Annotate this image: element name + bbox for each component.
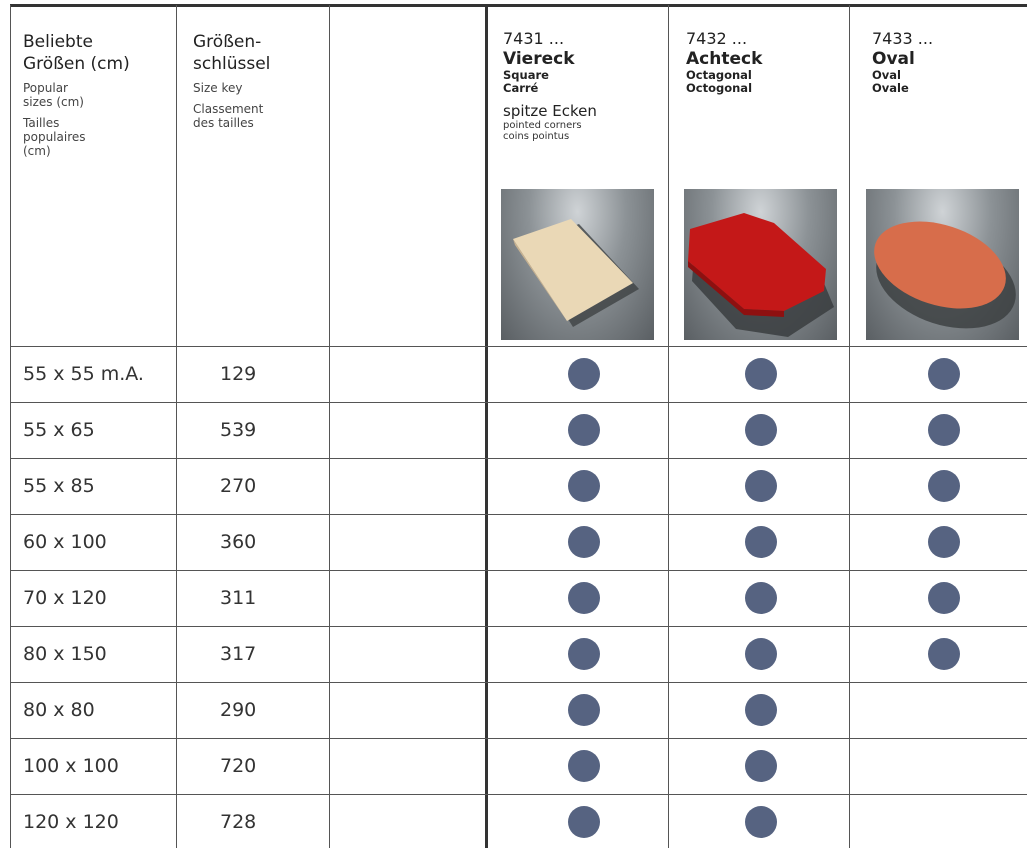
corner-type-en: pointed corners <box>503 120 582 131</box>
header-popular-sizes <box>23 31 173 158</box>
row-divider <box>10 682 1027 683</box>
size-cell: 60 x 100 <box>23 531 107 553</box>
product-name: Viereck <box>503 49 575 69</box>
product-name-en: Oval <box>872 68 901 82</box>
availability-dot <box>568 526 600 558</box>
row-divider <box>10 794 1027 795</box>
col-divider-thick <box>485 5 488 848</box>
product-header-7431 <box>503 29 663 142</box>
availability-dot <box>568 582 600 614</box>
beige-square-bath-mat-image <box>501 189 654 340</box>
availability-dot <box>568 470 600 502</box>
product-name-en: Octagonal <box>686 68 752 82</box>
product-name: Achteck <box>686 49 763 69</box>
product-header-7433 <box>872 29 1022 95</box>
availability-dot <box>928 582 960 614</box>
availability-dot <box>928 638 960 670</box>
product-code: 7431 ... <box>503 29 565 48</box>
size-cell: 100 x 100 <box>23 755 119 777</box>
availability-dot <box>745 582 777 614</box>
size-key-cell: 270 <box>220 475 257 497</box>
size-key-cell: 311 <box>220 587 257 609</box>
availability-dot <box>568 750 600 782</box>
availability-dot <box>568 414 600 446</box>
header-size-key-de: Größen- schlüssel <box>193 32 271 74</box>
size-cell: 70 x 120 <box>23 587 107 609</box>
product-code: 7432 ... <box>686 29 748 48</box>
col-divider <box>329 5 330 848</box>
product-header-7432 <box>686 29 846 95</box>
size-cell: 80 x 150 <box>23 643 107 665</box>
corner-type-fr: coins pointus <box>503 131 570 142</box>
col-divider <box>176 5 177 848</box>
col-divider <box>849 5 850 848</box>
availability-dot <box>745 638 777 670</box>
size-key-cell: 317 <box>220 643 257 665</box>
availability-dot <box>568 806 600 838</box>
col-divider <box>10 5 11 848</box>
product-name-fr: Octogonal <box>686 81 753 95</box>
availability-dot <box>745 750 777 782</box>
availability-dot <box>568 638 600 670</box>
availability-dot <box>568 358 600 390</box>
row-divider <box>10 738 1027 739</box>
row-divider <box>10 346 1027 347</box>
product-code: 7433 ... <box>872 29 934 48</box>
row-divider <box>10 570 1027 571</box>
size-key-cell: 360 <box>220 531 257 553</box>
availability-dot <box>568 694 600 726</box>
availability-dot <box>745 694 777 726</box>
row-divider <box>10 514 1027 515</box>
product-name-en: Square <box>503 68 549 82</box>
size-cell: 55 x 65 <box>23 419 95 441</box>
table-top-border <box>10 4 1027 7</box>
row-divider <box>10 458 1027 459</box>
product-name: Oval <box>872 49 915 69</box>
header-popular-sizes-de: Beliebte Größen (cm) <box>23 32 130 74</box>
availability-dot <box>928 526 960 558</box>
availability-dot <box>745 806 777 838</box>
corner-type: spitze Ecken <box>503 102 597 120</box>
header-size-key-en: Size key <box>193 81 243 95</box>
size-key-cell: 129 <box>220 363 257 385</box>
red-octagonal-bath-mat-image <box>684 189 837 340</box>
size-cell: 55 x 55 m.A. <box>23 363 144 385</box>
header-popular-sizes-fr: Tailles populaires (cm) <box>23 116 86 158</box>
orange-oval-bath-mat-image <box>866 189 1019 340</box>
availability-dot <box>928 470 960 502</box>
size-cell: 55 x 85 <box>23 475 95 497</box>
col-divider <box>668 5 669 848</box>
availability-dot <box>745 358 777 390</box>
size-cell: 80 x 80 <box>23 699 95 721</box>
availability-dot <box>745 526 777 558</box>
product-name-fr: Carré <box>503 81 539 95</box>
size-key-cell: 720 <box>220 755 257 777</box>
size-key-cell: 290 <box>220 699 257 721</box>
product-name-fr: Ovale <box>872 81 909 95</box>
size-key-cell: 728 <box>220 811 257 833</box>
availability-dot <box>928 358 960 390</box>
availability-dot <box>745 470 777 502</box>
row-divider <box>10 402 1027 403</box>
header-size-key-fr: Classement des tailles <box>193 102 264 130</box>
availability-dot <box>928 414 960 446</box>
header-size-key <box>193 31 323 130</box>
size-key-cell: 539 <box>220 419 257 441</box>
size-cell: 120 x 120 <box>23 811 119 833</box>
availability-dot <box>745 414 777 446</box>
header-popular-sizes-en: Popular sizes (cm) <box>23 81 84 109</box>
row-divider <box>10 626 1027 627</box>
